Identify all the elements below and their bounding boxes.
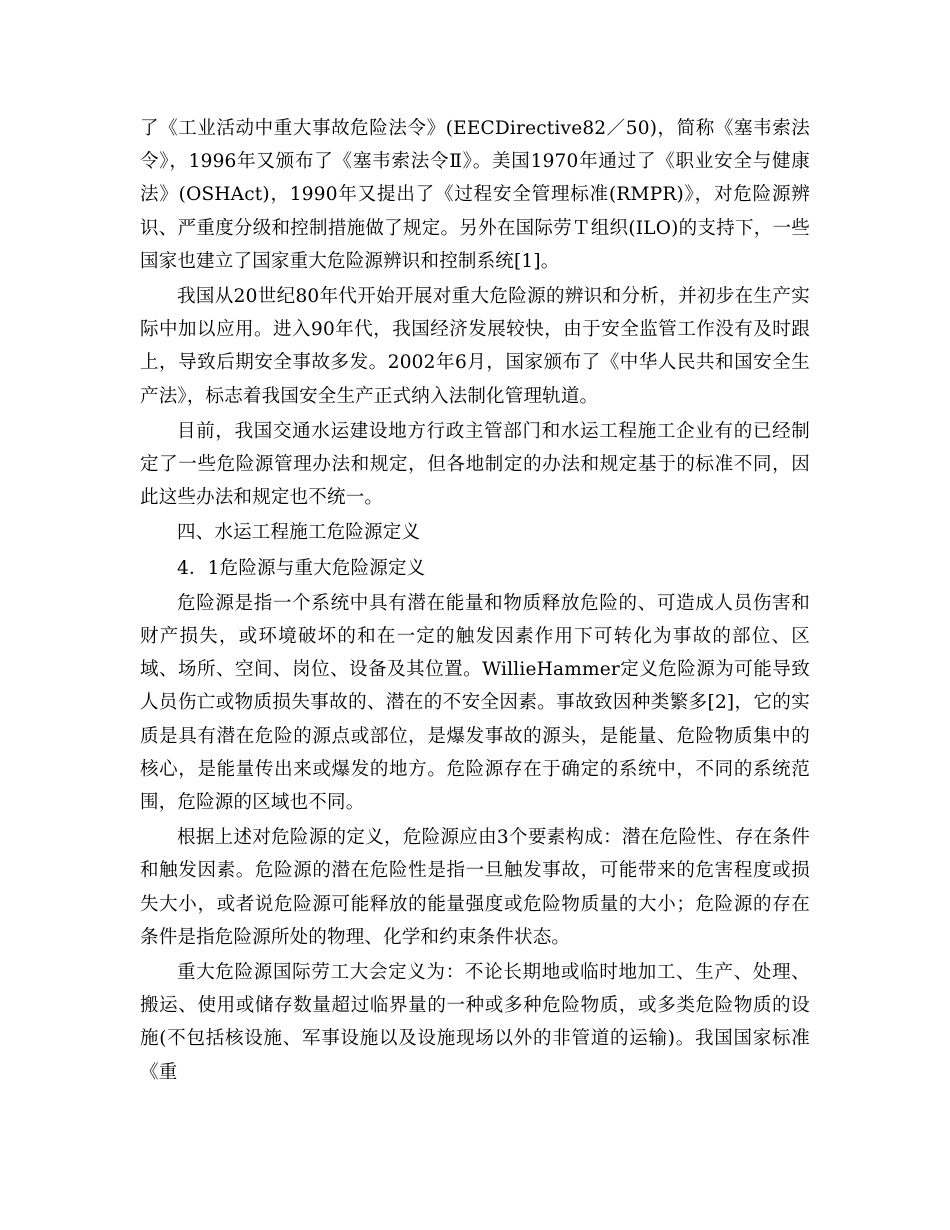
- section-heading: 四、水运工程施工危险源定义: [177, 522, 421, 544]
- subsection-heading: 4．1危险源与重大危险源定义: [177, 557, 426, 579]
- paragraph-major-hazard-definition: 重大危险源国际劳工大会定义为：不论长期地或临时地加工、生产、处理、搬运、使用或储存数量超过临界量的一种或多种危险物质，或多类危险物质的设施(不包括核设施、军事设施以及设施现场以外的非管道的运输)。我国国家标准《重: [140, 962, 810, 1083]
- paragraph-china-history: 我国从20世纪80年代开始开展对重大危险源的辨识和分析，并初步在生产实际中加以应用。进入90年代，我国经济发展较快，由于安全监管工作没有及时跟上，导致后期安全事故多发。2002年6月，国家颁布了《中华人民共和国安全生产法》，标志着我国安全生产正式纳入法制化管理轨道。: [140, 286, 810, 407]
- paragraph-eu-us-regulations: 了《工业活动中重大事故危险法令》(EECDirective82／50)，简称《塞韦索法令》，1996年又颁布了《塞韦索法令Ⅱ》。美国1970年通过了《职业安全与健康法》(OSHAct)，1990年又提出了《过程安全管理标准(RMPR)》，对危险源辨识、严重度分级和控制措施做了规定。另外在国际劳Ｔ组织(ILO)的支持下，一些国家也建立了国家重大危险源辨识和控制系统[1]。: [140, 118, 810, 272]
- paragraph-current-status: 目前，我国交通水运建设地方行政主管部门和水运工程施工企业有的已经制定了一些危险源管理办法和规定，但各地制定的办法和规定基于的标准不同，因此这些办法和规定也不统一。: [140, 420, 810, 509]
- paragraph-hazard-definition: 危险源是指一个系统中具有潜在能量和物质释放危险的、可造成人员伤害和财产损失，或环境破坏的和在一定的触发因素作用下可转化为事故的部位、区域、场所、空间、岗位、设备及其位置。WillieHammer定义危险源为可能导致人员伤亡或物质损失事故的、潜在的不安全因素。事故致因种类繁多[2]，它的实质是具有潜在危险的源点或部位，是爆发事故的源头，是能量、危险物质集中的核心，是能量传出来或爆发的地方。危险源存在于确定的系统中，不同的系统范围，危险源的区域也不同。: [140, 592, 810, 814]
- paragraph-hazard-elements: 根据上述对危险源的定义，危险源应由3个要素构成：潜在危险性、存在条件和触发因素。危险源的潜在危险性是指一旦触发事故，可能带来的危害程度或损失大小，或者说危险源可能释放的能量强度或危险物质量的大小；危险源的存在条件是指危险源所处的物理、化学和约束条件状态。: [140, 827, 810, 948]
- document-body: [140, 112, 810, 1091]
